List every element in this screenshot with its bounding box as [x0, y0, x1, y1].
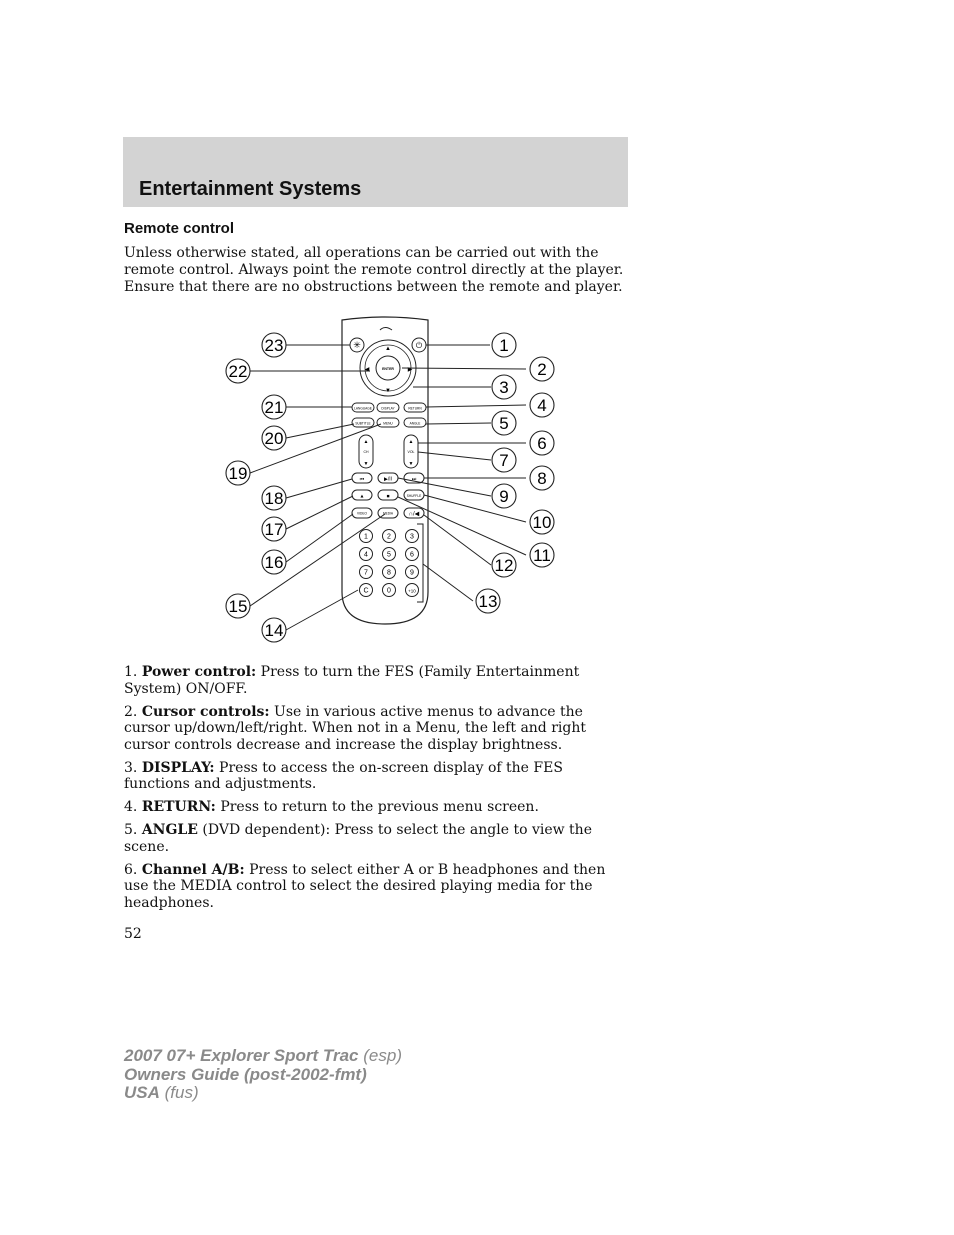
display-label: DISPLAY	[381, 406, 395, 411]
play-pause-icon: ▶/II	[383, 476, 393, 483]
footer: 2007 07+ Explorer Sport Trac (esp) Owners Guide (post-2002-fmt) USA (fus)	[124, 1046, 402, 1102]
callout-number: 18	[264, 489, 284, 508]
stop-icon: ■	[386, 493, 390, 500]
callout-number: 1	[499, 336, 509, 355]
svg-text:▲: ▲	[408, 439, 414, 445]
keypad-key-label: 4	[364, 551, 368, 559]
callout-number: 7	[499, 451, 509, 470]
callout-number: 22	[228, 362, 248, 381]
list-item: 5. ANGLE (DVD dependent): Press to select the angle to view the scene.	[124, 822, 592, 855]
media-row	[352, 508, 424, 518]
svg-text:▲: ▲	[363, 439, 369, 445]
keypad-key-label: +10	[408, 588, 416, 594]
callout-number: 19	[228, 464, 248, 483]
eject-icon: ▲	[359, 493, 365, 500]
stop-row	[352, 490, 424, 500]
menu-row-1	[352, 403, 426, 412]
transport-row	[352, 473, 424, 483]
callout-number: 20	[264, 429, 284, 448]
callout-number: 4	[537, 396, 547, 415]
shuffle-label: SHUFFLE	[406, 494, 422, 498]
cursor-up-icon: ▲	[385, 346, 391, 352]
vol-label: VOL	[407, 450, 415, 454]
callout-number: 10	[532, 513, 552, 532]
list-item: 3. DISPLAY: Press to access the on-screen display of the FES functions and adjustments.	[124, 759, 563, 792]
keypad-key-label: 5	[387, 551, 391, 559]
svg-text:▼: ▼	[363, 461, 369, 467]
intro-paragraph: Unless otherwise stated, all operations can be carried out with the remote control. Always point the remote control directly at the player. Ensure that there are no obstructions between the remote and player.	[124, 245, 624, 295]
callout-number: 17	[264, 520, 284, 539]
keypad-key-label: 6	[410, 551, 414, 559]
callout-number: 2	[537, 360, 547, 379]
subtitle-label: SUBTITLE	[355, 421, 371, 426]
list-item: 4. RETURN: Press to return to the previous menu screen.	[124, 799, 539, 815]
callout-number: 12	[494, 556, 514, 575]
callout-number: 21	[264, 398, 284, 417]
header-band	[123, 137, 628, 207]
ch-label: CH	[363, 450, 369, 454]
cursor-down-icon: ▼	[385, 388, 391, 394]
callout-number: 15	[228, 597, 248, 616]
svg-text:▼: ▼	[408, 461, 414, 467]
cursor-left-icon: ◀	[364, 367, 370, 373]
list-item: 1. Power control: Press to turn the FES (Family Entertainment System) ON/OFF.	[124, 664, 580, 697]
callout-number: 14	[264, 621, 284, 640]
list-item: 2. Cursor controls: Use in various active menus to advance the cursor up/down/left/right. When not in a Menu, the left and right cursor controls decrease and increase the display brightness.	[124, 703, 586, 753]
video-label: VIDEO	[357, 511, 367, 516]
callout-number: 13	[478, 592, 498, 611]
light-icon: ✳	[353, 340, 361, 350]
keypad-key-label: 9	[410, 569, 414, 577]
keypad-key-label: 8	[387, 569, 391, 577]
keypad-key-label: 0	[387, 587, 391, 595]
language-label: LANGUAGE	[354, 406, 372, 411]
power-icon: ⏻	[415, 341, 423, 350]
list-item: 6. Channel A/B: Press to select either A or B headphones and then use the MEDIA control to select the desired playing media for the headphones.	[124, 861, 606, 911]
menu-row-2	[352, 418, 426, 427]
callout-number: 8	[537, 469, 547, 488]
headphone-channel-icon: ∩/◀	[408, 511, 420, 518]
callout-number: 5	[499, 414, 509, 433]
keypad-key-label: 1	[364, 533, 368, 541]
callout-number: 23	[264, 336, 284, 355]
previous-icon: ⏮	[359, 476, 365, 483]
section-title: Remote control	[124, 220, 235, 237]
angle-label: ANGLE	[409, 421, 421, 426]
return-label: RETURN	[408, 406, 422, 411]
keypad-key-label: 3	[410, 533, 414, 541]
next-icon: ⏭	[411, 476, 417, 483]
cursor-right-icon: ▶	[407, 367, 413, 373]
keypad-key-label: 7	[364, 569, 368, 577]
callout-number: 3	[499, 378, 509, 397]
menu-label: MENU	[383, 421, 393, 426]
remote-control-diagram	[220, 312, 560, 652]
callout-number: 9	[499, 487, 509, 506]
item-list	[124, 664, 629, 918]
page-title: Entertainment Systems	[139, 178, 362, 200]
keypad-key-label: C	[363, 587, 369, 595]
enter-label: ENTER	[382, 367, 394, 371]
callout-number: 16	[264, 553, 284, 572]
callout-number: 6	[537, 434, 547, 453]
callout-number: 11	[533, 546, 551, 565]
media-label: MEDIA	[382, 511, 394, 516]
keypad-key-label: 2	[387, 533, 391, 541]
page-number: 52	[124, 926, 142, 942]
